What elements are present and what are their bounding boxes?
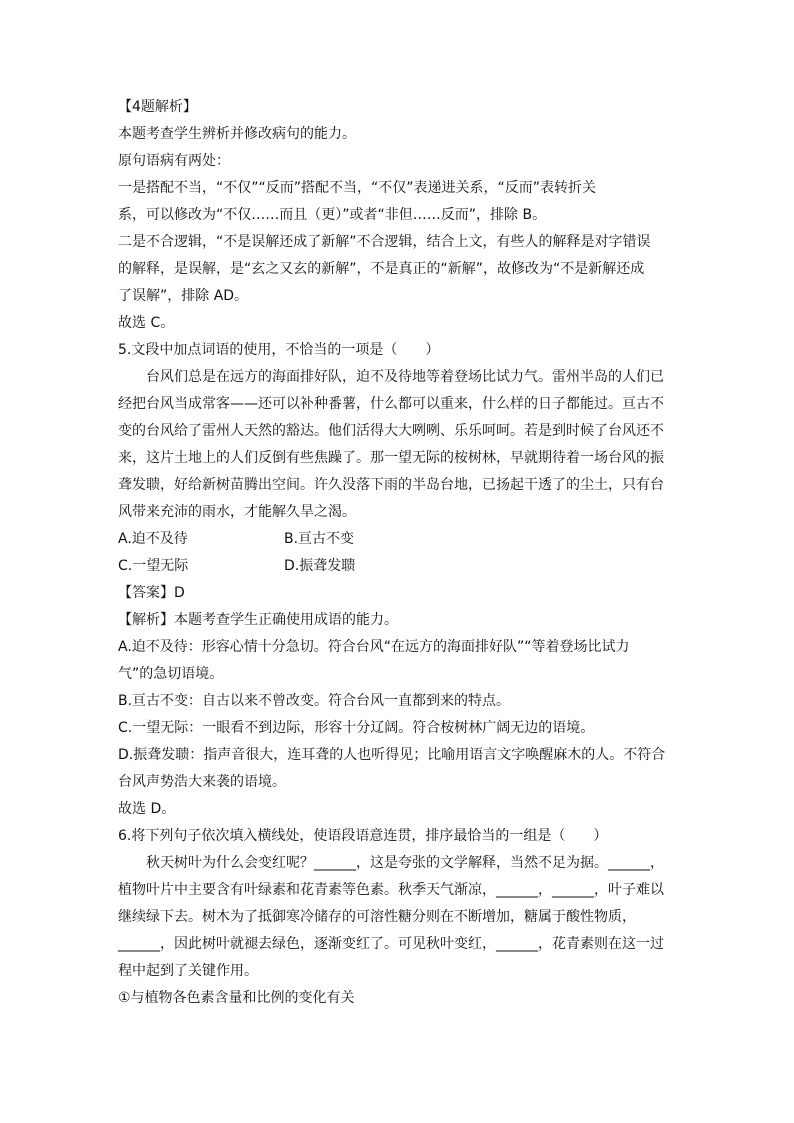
q4-analysis-text: 二是不合逻辑，“不是误解还成了新解”不合逻辑，结合上文，有些人的解释是对字错误 xyxy=(118,234,651,250)
q5-passage-line: 台风们总是在远方的海面排好队，迫不及待地等着登场比试力气。雷州半岛的人们已 xyxy=(146,369,664,385)
q5-analysis-text: 台风声势浩大来袭的语境。 xyxy=(118,774,286,790)
q4-analysis-text: 的解释，是误解，是“玄之又玄的新解”，不是真正的“新解”，故修改为“不是新解还成 xyxy=(118,261,645,277)
q6-passage-line: 程中起到了关键作用。 xyxy=(118,963,258,979)
q5-final-answer: 故选 D。 xyxy=(118,801,176,817)
q6-question: 6.将下列句子依次填入横线处，使语段语意连贯，排序最恰当的一组是（ ） xyxy=(118,828,608,844)
q5-passage-line: 来，这片土地上的人们反倒有些焦躁了。那一望无际的桉树林，早就期待着一场台风的振 xyxy=(118,450,664,466)
q6-passage-line: 植物叶片中主要含有叶绿素和花青素等色素。秋季天气渐凉，______，______，叶子难以 xyxy=(118,882,664,898)
q5-option-c: C.一望无际 xyxy=(118,558,189,574)
q4-analysis-text: 原句语病有两处： xyxy=(118,153,230,169)
q5-options-row xyxy=(118,526,678,553)
q5-options-row xyxy=(118,553,678,580)
q4-analysis-text: 本题考查学生辨析并修改病句的能力。 xyxy=(118,126,356,142)
q5-passage-line: 风带来充沛的雨水，才能解久旱之渴。 xyxy=(118,504,356,520)
q4-analysis-text: 一是搭配不当，“不仅”“反而”搭配不当，“不仅”表递进关系，“反而”表转折关 xyxy=(118,180,597,196)
q4-analysis-text: 了误解”，排除 AD。 xyxy=(118,288,249,304)
q5-option-a: A.迫不及待 xyxy=(118,531,188,547)
q5-passage-line: 变的台风给了雷州人天然的豁达。他们活得大大咧咧、乐乐呵呵。若是到时候了台风还不 xyxy=(118,423,664,439)
q5-passage-line: 经把台风当成常客——还可以补种番薯，什么都可以重来，什么样的日子都能过。亘古不 xyxy=(118,396,664,412)
q5-question: 5.文段中加点词语的使用，不恰当的一项是（ ） xyxy=(118,342,440,358)
q5-answer: 【答案】D xyxy=(118,585,185,601)
q4-analysis-text: 系，可以修改为“不仅……而且（更）”或者“非但……反而”，排除 B。 xyxy=(118,207,547,223)
q4-analysis-heading: 【4题解析】 xyxy=(118,99,197,115)
q5-analysis-text: A.迫不及待：形容心情十分急切。符合台风“在远方的海面排好队”“等着登场比试力 xyxy=(118,639,630,655)
q5-analysis-text: 【解析】本题考查学生正确使用成语的能力。 xyxy=(118,612,398,628)
q5-analysis-text: D.振聋发聩：指声音很大，连耳聋的人也听得见；比喻用语言文字唤醒麻木的人。不符合 xyxy=(118,747,666,763)
q4-answer: 故选 C。 xyxy=(118,315,175,331)
q5-analysis-text: C.一望无际：一眼看不到边际，形容十分辽阔。符合桉树林广阔无边的语境。 xyxy=(118,720,595,736)
q6-item-1: ①与植物各色素含量和比例的变化有关 xyxy=(118,990,355,1006)
q5-analysis-text: B.亘古不变：自古以来不曾改变。符合台风一直都到来的特点。 xyxy=(118,693,511,709)
q6-passage-line: 秋天树叶为什么会变红呢？______，这是夸张的文学解释，当然不足为据。______， xyxy=(146,855,664,871)
q5-passage-line: 聋发聩，好给新树苗腾出空间。许久没落下雨的半岛台地，已扬起干透了的尘土，只有台 xyxy=(118,477,664,493)
q6-passage-line: ______，因此树叶就褪去绿色，逐渐变红了。可见秋叶变红，______，花青素则在这一过 xyxy=(118,936,664,952)
q5-option-b: B.亘古不变 xyxy=(284,531,355,547)
q6-passage-line: 继续绿下去。树木为了抵御寒冷储存的可溶性糖分则在不断增加，糖属于酸性物质， xyxy=(118,909,636,925)
exam-text-body xyxy=(118,94,678,1012)
q5-analysis-text: 气”的急切语境。 xyxy=(118,666,224,682)
q5-option-d: D.振聋发聩 xyxy=(284,558,356,574)
